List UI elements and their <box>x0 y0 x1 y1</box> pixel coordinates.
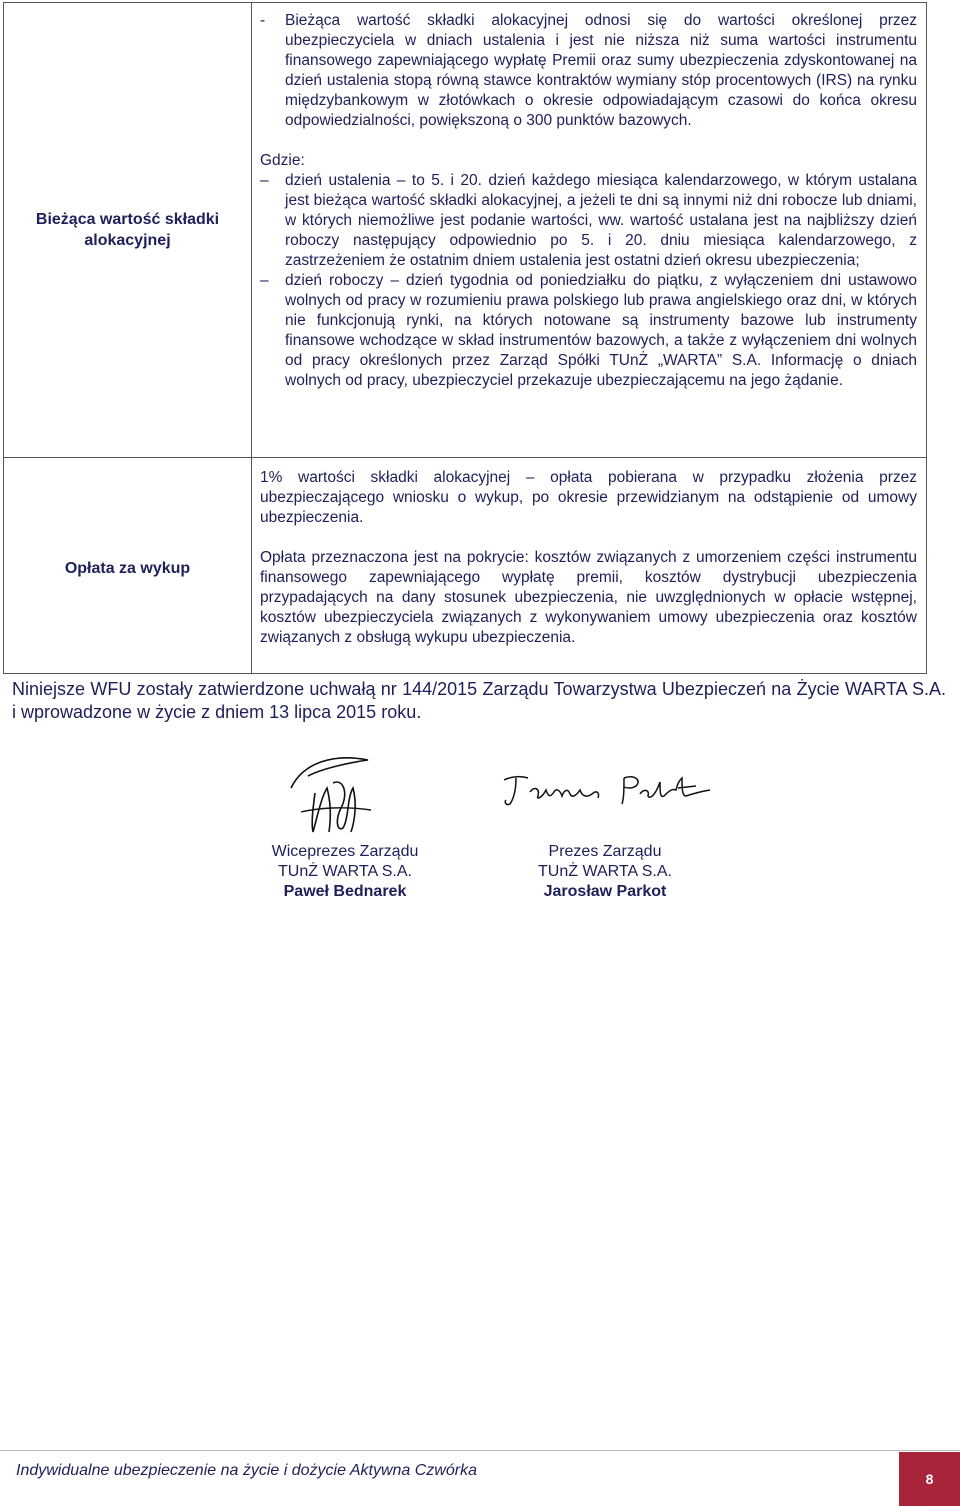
signature-image <box>500 770 715 810</box>
dash-marker: – <box>260 172 269 189</box>
signatory-name: Paweł Bednarek <box>283 883 407 900</box>
footer-divider <box>0 1450 960 1451</box>
definition-item <box>260 271 917 391</box>
definition-item <box>260 171 917 271</box>
signatory-company: TUnŻ WARTA S.A. <box>278 863 412 880</box>
row-label-current-value: Bieżąca wartość składki alokacyjnej <box>35 211 220 249</box>
definition-business-day: dzień roboczy – dzień tygodnia od poniedziałku do piątku, z wyłączeniem dni ustawowo wolnych od pracy w rozumieniu prawa polskiego lub prawa angielskiego oraz dni, w których nie funkcjonują rynki, na których notowane są instrumenty bazowe lub instrumenty finansowe wchodzące w skład instrumentów bazowych, a także z wyłączeniem dni wolnych od pracy określonych przez Zarząd Spółki TUnŻ „WARTA” S.A. Informację o dniach wolnych od pracy, ubezpieczyciel przekazuje ubezpieczającemu na jego żądanie. <box>285 272 917 389</box>
where-label: Gdzie: <box>260 152 305 169</box>
definition-settlement-day: dzień ustalenia – to 5. i 20. dzień każdego miesiąca kalendarzowego, w którym ustalana jest bieżąca wartość składki alokacyjnej, a jeżeli te dni są innymi niż dni robocze lub dniami, w których niemożliwe jest podanie wartości, ww. wartość ustalana jest na najbliższy dzień roboczy następujący odpowiednio po 5. i 20. dniu miesiąca kalendarzowego, z zastrzeżeniem że ostatnim dniem ustalenia jest ostatni dzień okresu ubezpieczenia; <box>285 172 917 269</box>
dash-marker: – <box>260 272 269 289</box>
approval-note: Niniejsze WFU zostały zatwierdzone uchwałą nr 144/2015 Zarządu Towarzystwa Ubezpieczeń na Życie WARTA S.A. i wprowadzone w życie z dniem 13 lipca 2015 roku. <box>12 679 946 722</box>
dash-marker: - <box>260 12 266 29</box>
signatory-company: TUnŻ WARTA S.A. <box>538 863 672 880</box>
signature-image <box>283 748 383 838</box>
signatory-vice-president <box>245 842 445 902</box>
surrender-fee-purpose-paragraph: Opłata przeznaczona jest na pokrycie: kosztów związanych z umorzeniem części instrumentu finansowego zapewniającego wypłatę premii, kosztów dystrybucji ubezpieczenia przypadających na dany stosunek ubezpieczenia, nie uwzględnionych w opłacie wstępnej, kosztów ubezpieczyciela związanych z wykonywaniem umowy ubezpieczenia oraz kosztów związanych z obsługą wykupu ubezpieczenia. <box>260 549 917 646</box>
surrender-fee-paragraph: 1% wartości składki alokacyjnej – opłata pobierana w przypadku złożenia przez ubezpieczającego wniosku o wykup, po okresie przewidzianym na odstąpienie od umowy ubezpieczenia. <box>260 469 917 526</box>
footer-product-name: Indywidualne ubezpieczenie na życie i dożycie Aktywna Czwórka <box>16 1462 477 1479</box>
signatory-name: Jarosław Parkot <box>543 883 667 900</box>
row-divider <box>4 457 926 458</box>
signatory-role: Wiceprezes Zarządu <box>271 843 419 860</box>
page-number: 8 <box>925 1471 934 1487</box>
signatory-role: Prezes Zarządu <box>548 843 662 860</box>
row-label-surrender-fee: Opłata za wykup <box>64 560 191 577</box>
column-divider <box>251 3 252 673</box>
page-number-badge <box>899 1452 960 1506</box>
intro-paragraph: Bieżąca wartość składki alokacyjnej odnosi się do wartości określonej przez ubezpieczyciela w dniach ustalenia i jest nie niższa niż suma wartości instrumentu finansowego zapewniającego wypłatę Premii oraz sumy ubezpieczenia zdyskontowanej na dzień ustalenia stopą równą stawce kontraktów wymiany stóp procentowych (IRS) na rynku międzybankowym w złotówkach o okresie odpowiadającym czasowi do końca okresu odpowiedzialności, powiększoną o 300 punktów bazowych. <box>285 12 917 129</box>
signatory-president <box>505 842 705 902</box>
current-value-description <box>260 11 917 391</box>
terms-table <box>3 2 927 674</box>
surrender-fee-description <box>260 468 917 648</box>
